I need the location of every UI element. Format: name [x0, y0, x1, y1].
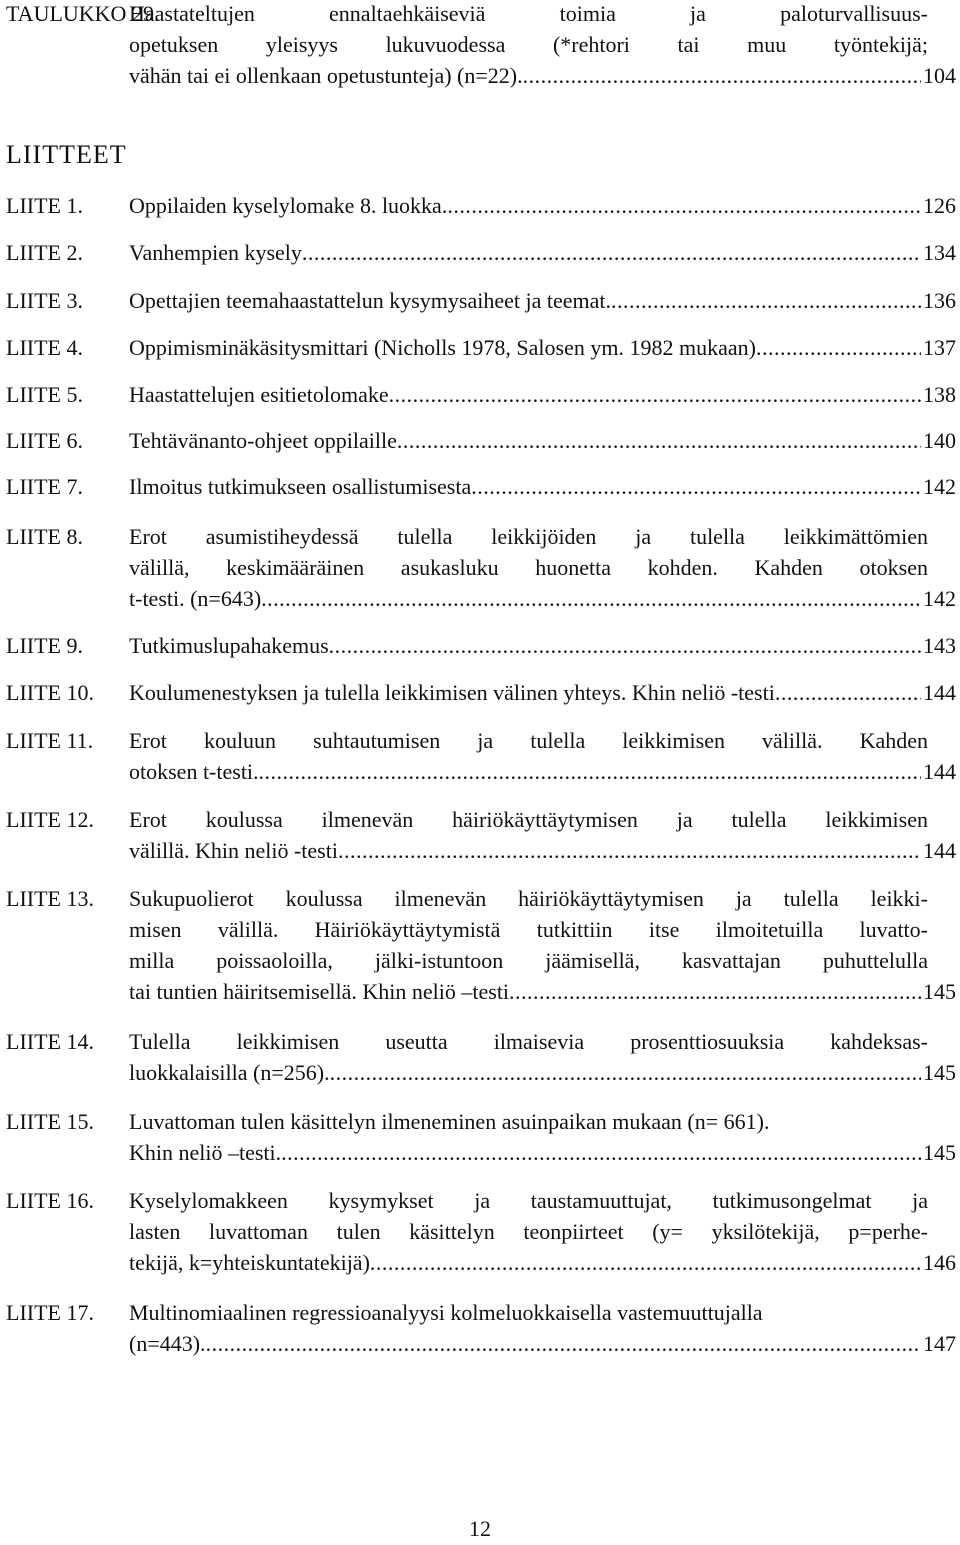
entry-label: LIITE 16.	[6, 1188, 94, 1213]
entry-last-line	[129, 583, 956, 614]
toc-entry-liite-7[interactable]	[6, 471, 956, 502]
entry-page-number: 144	[923, 838, 956, 863]
entry-page-number: 134	[923, 240, 956, 265]
entry-page-number: 147	[923, 1331, 956, 1356]
entry-line: Erot kouluun suhtautumisen ja tulella leikkimisen välillä. Kahden	[129, 728, 928, 753]
entry-line: Luvattoman tulen käsittelyn ilmeneminen asuinpaikan mukaan (n= 661).	[129, 1109, 770, 1134]
dot-leader	[775, 677, 921, 708]
toc-entry-liite-14[interactable]	[6, 1026, 956, 1088]
toc-entry-liite-8[interactable]	[6, 521, 956, 614]
entry-body	[129, 677, 956, 708]
entry-title: Vanhempien kysely	[129, 240, 302, 265]
dot-leader	[259, 756, 921, 787]
entry-line: Sukupuolierot koulussa ilmenevän häiriökäyttäytymisen ja tulella leikki-	[129, 886, 928, 911]
entry-page-number: 142	[923, 474, 956, 499]
section-heading: LIITTEET	[6, 140, 127, 169]
entry-line: opetuksen yleisyys lukuvuodessa (*rehtori tai muu työntekijä;	[129, 32, 928, 57]
entry-page-number: 104	[923, 63, 956, 88]
entry-title: välillä. Khin neliö -testi	[129, 838, 338, 863]
dot-leader	[261, 583, 921, 614]
entry-label: LIITE 9.	[6, 633, 83, 658]
entry-last-line	[129, 379, 956, 410]
entry-page-number: 145	[923, 979, 956, 1004]
entry-line: Erot asumistiheydessä tulella leikkijöiden ja tulella leikkimättömien	[129, 524, 928, 549]
entry-line: Erot koulussa ilmenevän häiriökäyttäytymisen ja tulella leikkimisen	[129, 807, 928, 832]
entry-last-line	[129, 332, 956, 363]
dot-leader	[302, 237, 921, 268]
entry-last-line	[129, 190, 956, 221]
entry-body	[129, 332, 956, 363]
entry-body	[129, 0, 956, 91]
entry-label: LIITE 1.	[6, 193, 83, 218]
dot-leader	[370, 1247, 921, 1278]
entry-last-line	[129, 677, 956, 708]
entry-last-line	[129, 756, 956, 787]
toc-entry-liite-1[interactable]	[6, 190, 956, 221]
entry-title: otoksen t-testi.	[129, 759, 259, 784]
toc-entry-liite-17[interactable]	[6, 1297, 956, 1359]
entry-last-line	[129, 285, 956, 316]
entry-line: misen välillä. Häiriökäyttäytymistä tutkittiin itse ilmoitetuilla luvatto-	[129, 917, 928, 942]
entry-title: Haastattelujen esitietolomake	[129, 382, 389, 407]
entry-label: LIITE 11.	[6, 728, 94, 753]
toc-entry-liite-9[interactable]	[6, 630, 956, 661]
entry-last-line	[129, 1247, 956, 1278]
entry-title: Opettajien teemahaastattelun kysymysaiheet ja teemat.	[129, 288, 611, 313]
entry-label: LIITE 15.	[6, 1109, 94, 1134]
entry-title: luokkalaisilla (n=256).	[129, 1060, 330, 1085]
entry-last-line	[129, 471, 956, 502]
entry-title: tekijä, k=yhteiskuntatekijä)	[129, 1250, 370, 1275]
entry-label: LIITE 10.	[6, 680, 94, 705]
entry-body	[129, 1026, 956, 1088]
entry-last-line	[129, 425, 956, 456]
entry-page-number: 138	[923, 382, 956, 407]
entry-page-number: 143	[923, 633, 956, 658]
entry-label: LIITE 4.	[6, 335, 83, 360]
entry-last-line	[129, 976, 956, 1007]
entry-title: Khin neliö –testi.	[129, 1140, 282, 1165]
toc-entry-liite-15[interactable]	[6, 1106, 956, 1168]
entry-last-line	[129, 630, 956, 661]
entry-last-line	[129, 835, 956, 866]
entry-label: LIITE 7.	[6, 474, 83, 499]
dot-leader	[447, 190, 921, 221]
entry-body	[129, 471, 956, 502]
dot-leader	[389, 379, 921, 410]
dot-leader	[471, 471, 921, 502]
entry-page-number: 144	[923, 680, 956, 705]
entry-label: TAULUKKO 29.	[6, 1, 160, 26]
toc-entry-liite-13[interactable]	[6, 883, 956, 1007]
dot-leader	[206, 1328, 921, 1359]
entry-page-number: 137	[923, 335, 956, 360]
dot-leader	[756, 332, 921, 363]
entry-title: tai tuntien häiritsemisellä. Khin neliö –testi	[129, 979, 510, 1004]
toc-entry-liite-16[interactable]	[6, 1185, 956, 1278]
dot-leader	[611, 285, 921, 316]
entry-last-line	[129, 1328, 956, 1359]
entry-page-number: 145	[923, 1060, 956, 1085]
entry-title: Tehtävänanto-ohjeet oppilaille	[129, 428, 397, 453]
dot-leader	[330, 1057, 921, 1088]
entry-body	[129, 804, 956, 866]
toc-entry-liite-12[interactable]	[6, 804, 956, 866]
entry-body	[129, 630, 956, 661]
entry-title: vähän tai ei ollenkaan opetustunteja) (n=22).	[129, 63, 523, 88]
entry-title: Ilmoitus tutkimukseen osallistumisesta	[129, 474, 472, 499]
entry-body	[129, 190, 956, 221]
toc-entry-liite-4[interactable]	[6, 332, 956, 363]
entry-line: välillä, keskimääräinen asukasluku huonetta kohden. Kahden otoksen	[129, 555, 928, 580]
toc-entry-liite-10[interactable]	[6, 677, 956, 708]
entry-page-number: 145	[923, 1140, 956, 1165]
page-number: 12	[469, 1516, 491, 1541]
entry-last-line	[129, 237, 956, 268]
dot-leader	[338, 835, 921, 866]
toc-entry-liite-6[interactable]	[6, 425, 956, 456]
entry-label: LIITE 6.	[6, 428, 83, 453]
entry-page-number: 146	[923, 1250, 956, 1275]
dot-leader	[397, 425, 921, 456]
entry-label: LIITE 14.	[6, 1029, 94, 1054]
entry-title: (n=443).	[129, 1331, 206, 1356]
entry-body	[129, 285, 956, 316]
entry-last-line	[129, 60, 956, 91]
entry-label: LIITE 17.	[6, 1300, 94, 1325]
toc-entry-table-29[interactable]	[6, 0, 956, 91]
entry-line: milla poissaoloilla, jälki-istuntoon jäämisellä, kasvattajan puhuttelulla	[129, 948, 928, 973]
dot-leader	[329, 630, 921, 661]
toc-entry-liite-5[interactable]	[6, 379, 956, 410]
entry-line: Multinomiaalinen regressioanalyysi kolmeluokkaisella vastemuuttujalla	[129, 1300, 763, 1325]
entry-body	[129, 1185, 956, 1278]
entry-label: LIITE 3.	[6, 288, 83, 313]
entry-body	[129, 725, 956, 787]
dot-leader	[281, 1137, 921, 1168]
entry-last-line	[129, 1057, 956, 1088]
entry-label: LIITE 8.	[6, 524, 83, 549]
dot-leader	[523, 60, 921, 91]
entry-page-number: 126	[923, 193, 956, 218]
entry-title: Koulumenestyksen ja tulella leikkimisen välinen yhteys. Khin neliö -testi	[129, 680, 775, 705]
entry-last-line	[129, 1137, 956, 1168]
entry-label: LIITE 12.	[6, 807, 94, 832]
entry-title: Oppimisminäkäsitysmittari (Nicholls 1978, Salosen ym. 1982 mukaan)	[129, 335, 756, 360]
entry-body	[129, 379, 956, 410]
entry-page-number: 140	[923, 428, 956, 453]
entry-body	[129, 237, 956, 268]
entry-page-number: 144	[923, 759, 956, 784]
entry-page-number: 136	[923, 288, 956, 313]
entry-body	[129, 883, 956, 1007]
entry-line: lasten luvattoman tulen käsittelyn teonpiirteet (y= yksilötekijä, p=perhe-	[129, 1219, 928, 1244]
entry-title: Tutkimuslupahakemus	[129, 633, 329, 658]
entry-label: LIITE 13.	[6, 886, 94, 911]
entry-body	[129, 425, 956, 456]
entry-title: Oppilaiden kyselylomake 8. luokka.	[129, 193, 448, 218]
entry-label: LIITE 2.	[6, 240, 83, 265]
entry-body	[129, 521, 956, 614]
entry-line: Kyselylomakkeen kysymykset ja taustamuuttujat, tutkimusongelmat ja	[129, 1188, 928, 1213]
entry-page-number: 142	[923, 586, 956, 611]
entry-body	[129, 1297, 956, 1359]
toc-entry-liite-3[interactable]	[6, 285, 956, 316]
entry-body	[129, 1106, 956, 1168]
dot-leader	[509, 976, 921, 1007]
toc-entry-liite-2[interactable]	[6, 237, 956, 268]
entry-line: Tulella leikkimisen useutta ilmaisevia prosenttiosuuksia kahdeksas-	[129, 1029, 928, 1054]
entry-line: Haastateltujen ennaltaehkäiseviä toimia ja paloturvallisuus-	[129, 1, 928, 26]
entry-label: LIITE 5.	[6, 382, 83, 407]
toc-entry-liite-11[interactable]	[6, 725, 956, 787]
entry-title: t-testi. (n=643)	[129, 586, 262, 611]
